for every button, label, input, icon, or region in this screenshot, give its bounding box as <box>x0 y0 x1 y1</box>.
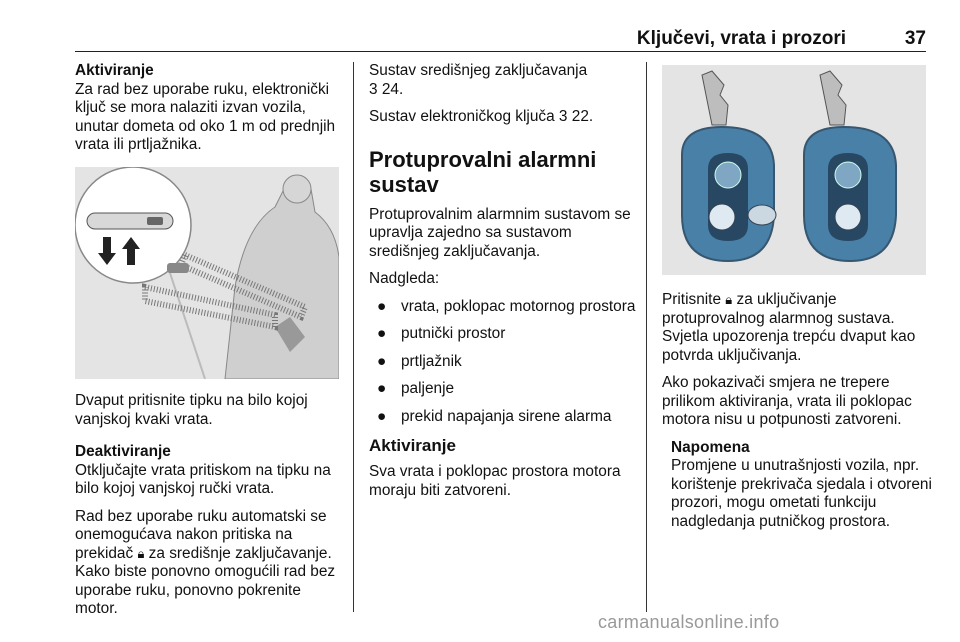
column-2 <box>369 62 639 509</box>
bullet-icon: ● <box>377 297 387 315</box>
paragraph-activation-alarm: Sva vrata i poklopac prostora motora moraju biti zatvoreni. <box>369 463 621 499</box>
watermark: carmanualsonline.info <box>598 612 780 632</box>
lock-icon: 🔒︎ <box>137 545 145 561</box>
handsfree-text-post: za središnje zaključavanje. Kako biste ponovno omogućili rad bez uporabe ruku, ponovno pokrenite motor. <box>75 544 336 617</box>
heading-activation-alarm: Aktiviranje <box>369 436 456 455</box>
handsfree-text-pre: Rad bez uporabe ruku automatski se onemogućava nakon pritiska na prekidač <box>75 507 327 562</box>
lock-icon: 🔒︎ <box>725 292 733 307</box>
press-text-post: za uključivanje protuprovalnog alarmnog sustava. Svjetla upozorenja trepću dvaput kao potvrda uključivanja. <box>662 291 916 364</box>
press-text-pre: Pritisnite <box>662 291 722 308</box>
list-item <box>369 408 639 427</box>
reference-page: 24. <box>381 80 404 98</box>
list-item-text: vrata, poklopac motornog prostora <box>401 297 636 315</box>
heading-alarm-system: Protuprovalni alarmni sustav <box>369 146 597 197</box>
column-divider <box>353 62 354 612</box>
paragraph-indicators: Ako pokazivači smjera ne trepere prilikom aktiviranja, vrata ili poklopac motora nisu u potpunosti zatvoreni. <box>662 374 912 428</box>
list-item <box>369 380 639 399</box>
monitored-list <box>369 298 639 427</box>
list-item <box>369 325 639 344</box>
list-item-text: paljenje <box>401 380 455 397</box>
page-number: 37 <box>904 28 926 49</box>
note-text: Promjene u unutrašnjosti vozila, npr. korištenje prekrivača sjedala i otvoreni prozori, mogu ometati funkciju nadgledanja putničkog prostora. <box>671 457 932 530</box>
reference-text: Sustav elektroničkog ključa <box>369 108 555 125</box>
list-item-text: prekid napajanja sirene alarma <box>401 407 612 425</box>
paragraph-handsfree <box>75 508 345 619</box>
remote-keys-illustration <box>662 65 926 275</box>
column-1 <box>75 62 345 164</box>
bullet-icon: ● <box>377 352 387 370</box>
arrow-icon: 3 <box>558 108 568 125</box>
column-1-lower <box>75 392 345 628</box>
header-title: Ključevi, vrata i prozori <box>636 28 846 49</box>
bullet-icon: ● <box>377 407 387 425</box>
paragraph-activation: Za rad bez uporabe ruku, elektronički ključ se mora nalaziti izvan vozila, unutar dometa od oko 1 m od prednjih vrata ili prtljažnika. <box>75 80 336 153</box>
list-item <box>369 298 639 317</box>
list-item <box>369 353 639 372</box>
reference-electronic-key <box>369 108 639 127</box>
paragraph-monitors: Nadgleda: <box>369 270 440 287</box>
list-item-text: prtljažnik <box>401 352 462 370</box>
paragraph-deactivation: Otključajte vrata pritiskom na tipku na bilo kojoj vanjskoj ručki vrata. <box>75 461 331 497</box>
column-3 <box>662 291 932 531</box>
paragraph-press-lock <box>662 291 932 365</box>
paragraph-press-twice: Dvaput pritisnite tipku na bilo kojoj vanjskoj kvaki vrata. <box>75 392 308 428</box>
reference-page: 22. <box>571 108 594 125</box>
heading-deactivation: Deaktiviranje <box>75 443 171 460</box>
column-divider <box>646 62 647 612</box>
reference-text: Sustav središnjeg zaključavanja <box>369 62 588 79</box>
list-item-text: putnički prostor <box>401 325 506 342</box>
heading-activation: Aktiviranje <box>75 62 154 79</box>
bullet-icon: ● <box>377 325 387 342</box>
reference-central-locking <box>369 62 639 99</box>
page-header <box>75 28 926 52</box>
header-rule <box>75 51 926 52</box>
arrow-icon: 3 <box>369 80 378 98</box>
bullet-icon: ● <box>377 380 387 397</box>
note-box <box>662 439 932 532</box>
paragraph-alarm: Protuprovalnim alarmnim sustavom se upravlja zajedno sa sustavom središnjeg zaključavanja. <box>369 205 631 260</box>
door-handle-illustration <box>75 167 339 379</box>
note-title: Napomena <box>671 438 750 456</box>
